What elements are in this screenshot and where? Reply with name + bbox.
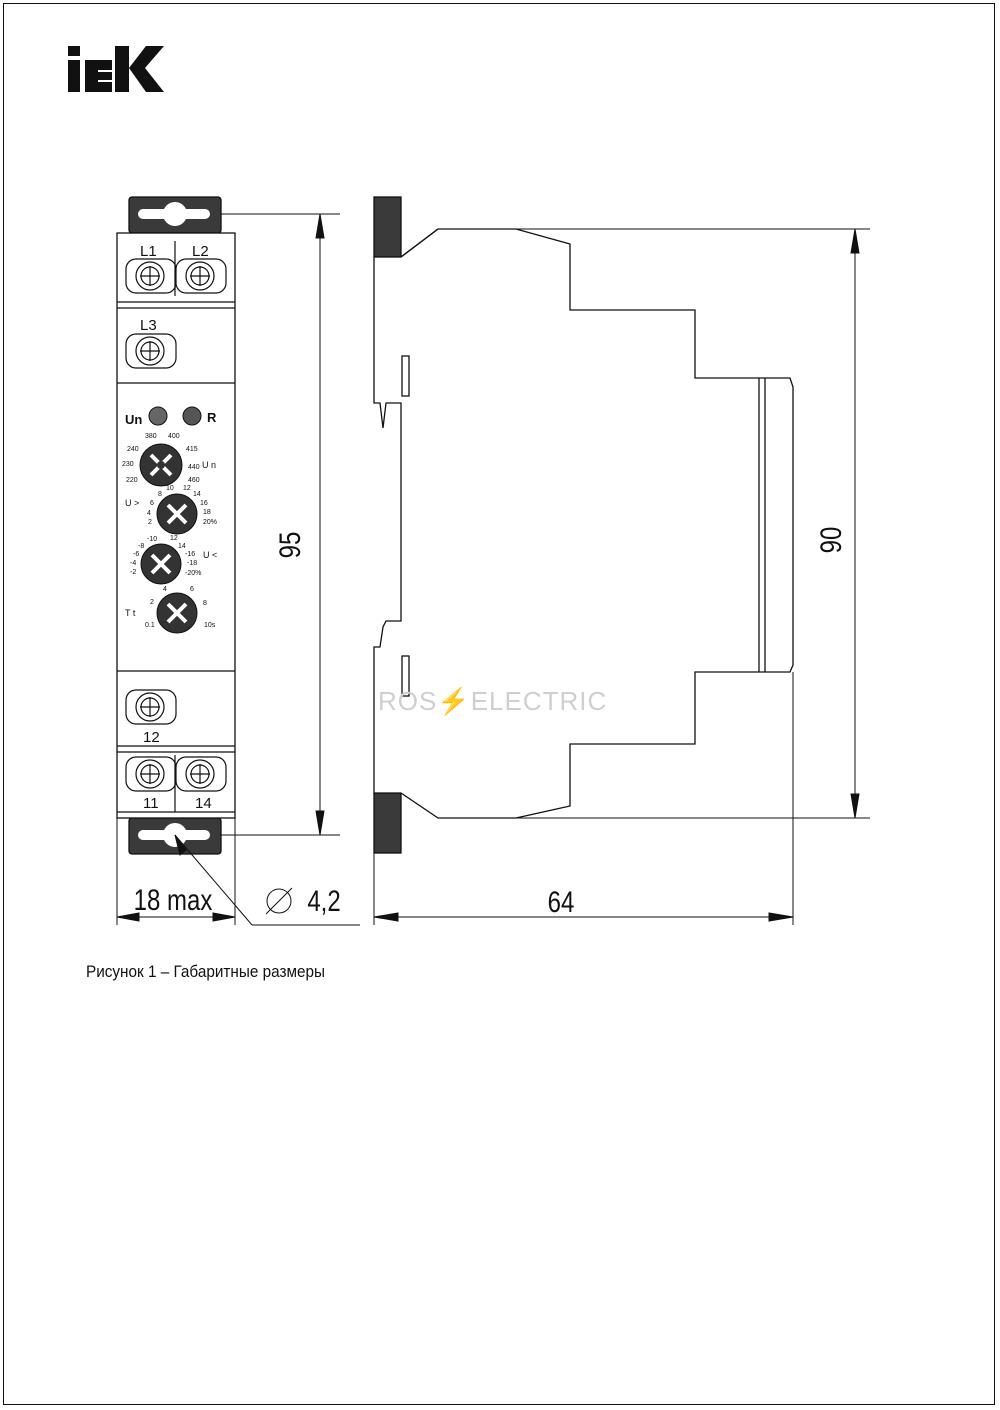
bolt-icon: ⚡ — [437, 686, 471, 716]
watermark — [378, 686, 607, 717]
watermark-left: ROS — [378, 686, 438, 716]
tick: 4 — [147, 510, 151, 517]
label-11: 11 — [143, 795, 159, 812]
tick: 18 — [203, 509, 211, 516]
tick: 2 — [150, 599, 154, 606]
tick: 6 — [150, 500, 154, 507]
tick: -2 — [130, 569, 137, 576]
indicator-un-led — [149, 407, 167, 425]
tick: 8 — [158, 491, 162, 498]
tick: 380 — [145, 433, 157, 440]
tick: 16 — [200, 500, 208, 507]
tick: -16 — [185, 551, 196, 558]
tick: 440 — [188, 464, 200, 471]
tick: 4 — [163, 586, 167, 593]
tick: 400 — [168, 433, 180, 440]
watermark-right: ELECTRIC — [470, 686, 608, 716]
tick: -10 — [147, 536, 158, 543]
label-14: 14 — [195, 795, 212, 812]
dial-time-label: T t — [125, 608, 136, 618]
tick: 8 — [203, 600, 207, 607]
tick: 12 — [183, 485, 191, 492]
tick: 14 — [178, 543, 186, 550]
dimension-hole-diameter: 4,2 — [307, 883, 341, 918]
tick: 12 — [170, 535, 178, 542]
label-12: 12 — [143, 729, 160, 746]
label-L3: L3 — [140, 317, 157, 334]
side-view — [374, 197, 793, 853]
tick: 220 — [126, 477, 138, 484]
indicator-un-label: Un — [125, 412, 143, 427]
tick: 10 — [166, 485, 174, 492]
tick: 14 — [193, 491, 201, 498]
dial-over-label: U > — [125, 498, 140, 508]
tick: -20% — [185, 570, 202, 577]
tick: 415 — [186, 446, 198, 453]
label-L2: L2 — [192, 243, 209, 260]
tick: 240 — [127, 446, 139, 453]
tick: 10s — [204, 622, 216, 629]
tick: 460 — [188, 477, 200, 484]
dial-under-label: U < — [203, 550, 218, 560]
tick: 230 — [122, 461, 134, 468]
tick: -4 — [130, 560, 137, 567]
label-L1: L1 — [140, 243, 157, 260]
tick: -8 — [138, 543, 145, 550]
tick: 2 — [148, 519, 152, 526]
dimension-width-18max: 18 max — [133, 882, 213, 917]
dimension-height-95: 95 — [272, 531, 307, 559]
tick: -6 — [133, 551, 140, 558]
figure-caption: Рисунок 1 – Габаритные размеры — [86, 962, 326, 981]
dimension-height-90: 90 — [813, 526, 848, 554]
dial-un-label: U n — [202, 460, 217, 470]
dimension-depth-64: 64 — [547, 884, 575, 919]
tick: 0.1 — [145, 622, 155, 629]
tick: 6 — [190, 586, 194, 593]
indicator-r-label: R — [207, 410, 217, 425]
tick: -18 — [187, 560, 198, 567]
indicator-r-led — [183, 407, 201, 425]
tick: 20% — [203, 519, 218, 526]
